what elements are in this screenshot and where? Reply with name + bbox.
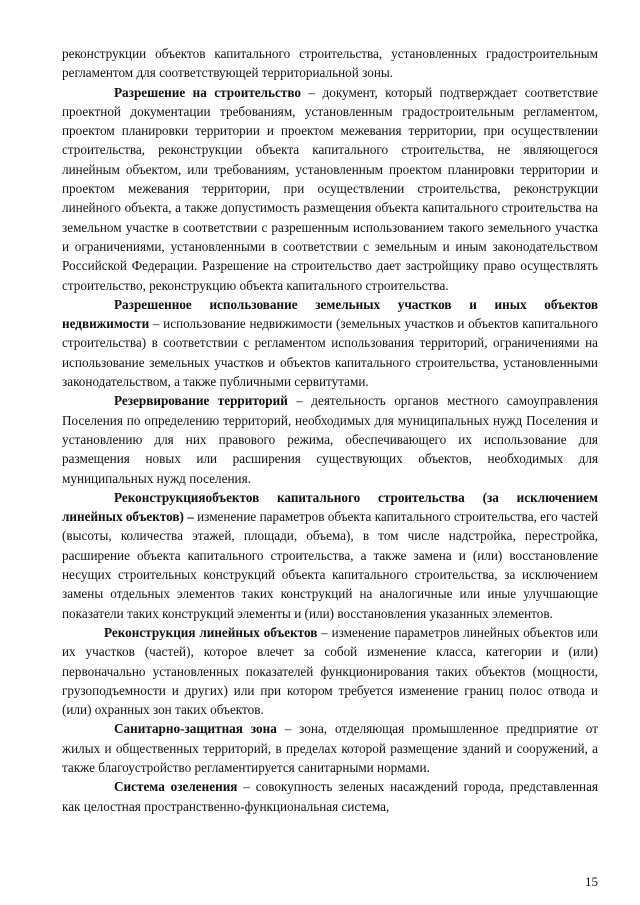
definition-paragraph [62, 777, 598, 816]
definition-paragraph [62, 83, 598, 295]
definition-paragraph [62, 391, 598, 487]
definition-text: – совокупность зеленых насаждений города, представленная как целостная пространственно-функциональная система, [62, 779, 598, 814]
definition-paragraph [62, 623, 598, 719]
definition-term: Резервирование территорий [114, 393, 288, 409]
definition-term: Санитарно-защитная зона [114, 721, 277, 737]
definition-term: Реконструкция линейных объектов [104, 624, 318, 640]
page-content [62, 44, 598, 816]
definition-text: – использование недвижимости (земельных участков и объектов капитального строительства) в соответствии с регламентом использования территорий, ограничениями на использование земельных участков и объектов капитального строительства, установленными законодательством, а также публичными сервитутами. [62, 316, 598, 390]
paragraph-continuation [62, 44, 598, 83]
definition-paragraph [62, 488, 598, 623]
definition-text: – изменение параметров линейных объектов или их участков (частей), которое влечет за собой изменение класса, категории и (или) первоначально установленных показателей функционирования таких объектов (мощности, грузоподъемности и других) или при котором требуется изменение границ полос отвода и (или) охранных зон таких объектов. [62, 624, 598, 718]
definition-text: изменение параметров объекта капитального строительства, его частей (высоты, количества этажей, площади, объема), в том числе надстройка, перестройка, расширение объекта капитального строительства, а также замена и (или) восстановление несущих строительных конструкций объекта капитального строительства, за исключением замены отдельных элементов таких конструкций на аналогичные или иные улучшающие показатели таких конструкций элементы и (или) восстановления указанных элементов. [62, 509, 599, 621]
page-number: 15 [585, 874, 598, 889]
paragraph-text: реконструкции объектов капитального строительства, установленных градостроительным регламентом для соответствующей территориальной зоны. [62, 46, 598, 81]
definition-text: – деятельность органов местного самоуправления Поселения по определению территорий, необходимых для муниципальных нужд Поселения и установлению для них правового режима, обеспечивающего их использование для размещения новых или расширения существующих объектов, необходимых для муниципальных нужд поселения. [62, 393, 598, 486]
definition-term: Система озеленения [114, 779, 238, 795]
definition-paragraph [62, 295, 598, 391]
definition-term: Разрешение на строительство [114, 84, 301, 100]
definition-paragraph [62, 719, 598, 777]
definition-term: Реконструкцияобъектов капитального строительства (за исключением линейных объектов) – [62, 489, 598, 525]
definition-text: – документ, который подтверждает соответствие проектной документации требованиям, установленным градостроительным регламентом, проектом планировки территории и проектом межевания территории, при осуществлении строительства, реконструкции объекта капитального строительства, не являющегося линейным объектом, или требованиям, установленным проектом планировки территории и проектом межевания территории, при осуществлении строительства, реконструкции линейного объекта, а также допустимость размещения объекта капитального строительства на земельном участке в соответствии с разрешенным использованием такого земельного участка и ограничениями, установленными в соответствии с земельным и иным законодательством Российской Федерации. Разрешение на строительство дает застройщику право осуществлять строительство, реконструкцию объекта капитального строительства. [62, 84, 599, 293]
definition-term: Разрешенное использование земельных участков и иных объектов недвижимости [62, 296, 598, 332]
definition-text: – зона, отделяющая промышленное предприятие от жилых и общественных территорий, в пределах которой размещение зданий и сооружений, а также благоустройство регламентируется санитарными нормами. [62, 721, 598, 775]
